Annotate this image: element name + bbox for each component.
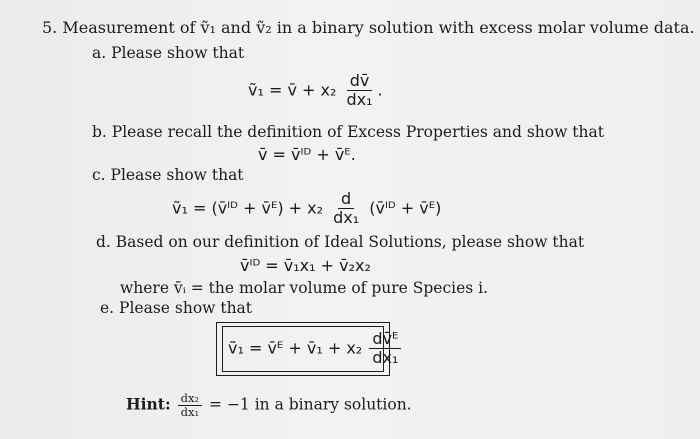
hint-denominator: dx₁ (180, 405, 200, 420)
problem-title: 5. Measurement of ṽ₁ and ṽ₂ in a binary solution with excess molar volume data. (42, 18, 695, 37)
part-d-where: where v̄ᵢ = the molar volume of pure Species i. (120, 279, 489, 297)
part-a-equation (248, 72, 383, 110)
part-c-denominator: dx₁ (333, 208, 360, 228)
part-c-label: c. Please show that (92, 166, 244, 184)
part-c-rhs: (v̄ᴵᴰ + v̄ᴱ) (369, 198, 442, 218)
part-a-fraction (343, 72, 375, 110)
part-c-lhs: ṽ₁ = (v̄ᴵᴰ + v̄ᴱ) + x₂ (172, 198, 324, 218)
hint-text: = −1 in a binary solution. (209, 395, 412, 414)
part-e-label: e. Please show that (100, 299, 253, 317)
hint-numerator: dx₂ (178, 392, 202, 406)
part-d-label: d. Based on our definition of Ideal Solutions, please show that (96, 233, 585, 251)
part-e-denominator: dx₁ (372, 348, 399, 368)
part-b-equation: v̄ = v̄ᴵᴰ + v̄ᴱ. (258, 145, 356, 164)
part-a-label: a. Please show that (92, 44, 245, 62)
part-c-equation (172, 190, 441, 228)
part-e-lhs: ṽ₁ = v̄ᴱ + v̄₁ + x₂ (228, 338, 363, 358)
part-e-equation (228, 330, 403, 368)
hint (126, 392, 412, 419)
part-a-denominator: dx₁ (346, 90, 373, 110)
part-e-numerator: dv̄ᴱ (369, 330, 401, 349)
part-a-numerator: dv̄ (347, 72, 373, 91)
part-c-fraction (330, 190, 362, 228)
part-b-label: b. Please recall the definition of Excess Properties and show that (92, 123, 604, 141)
part-e-fraction (369, 330, 401, 368)
hint-label: Hint: (126, 394, 171, 414)
part-a-period: . (377, 80, 383, 100)
part-a-lhs: ṽ₁ = v̄ + x₂ (248, 80, 337, 100)
hint-fraction (178, 392, 202, 419)
part-d-equation: v̄ᴵᴰ = v̄₁x₁ + v̄₂x₂ (240, 256, 371, 275)
part-c-numerator: d (338, 190, 354, 209)
